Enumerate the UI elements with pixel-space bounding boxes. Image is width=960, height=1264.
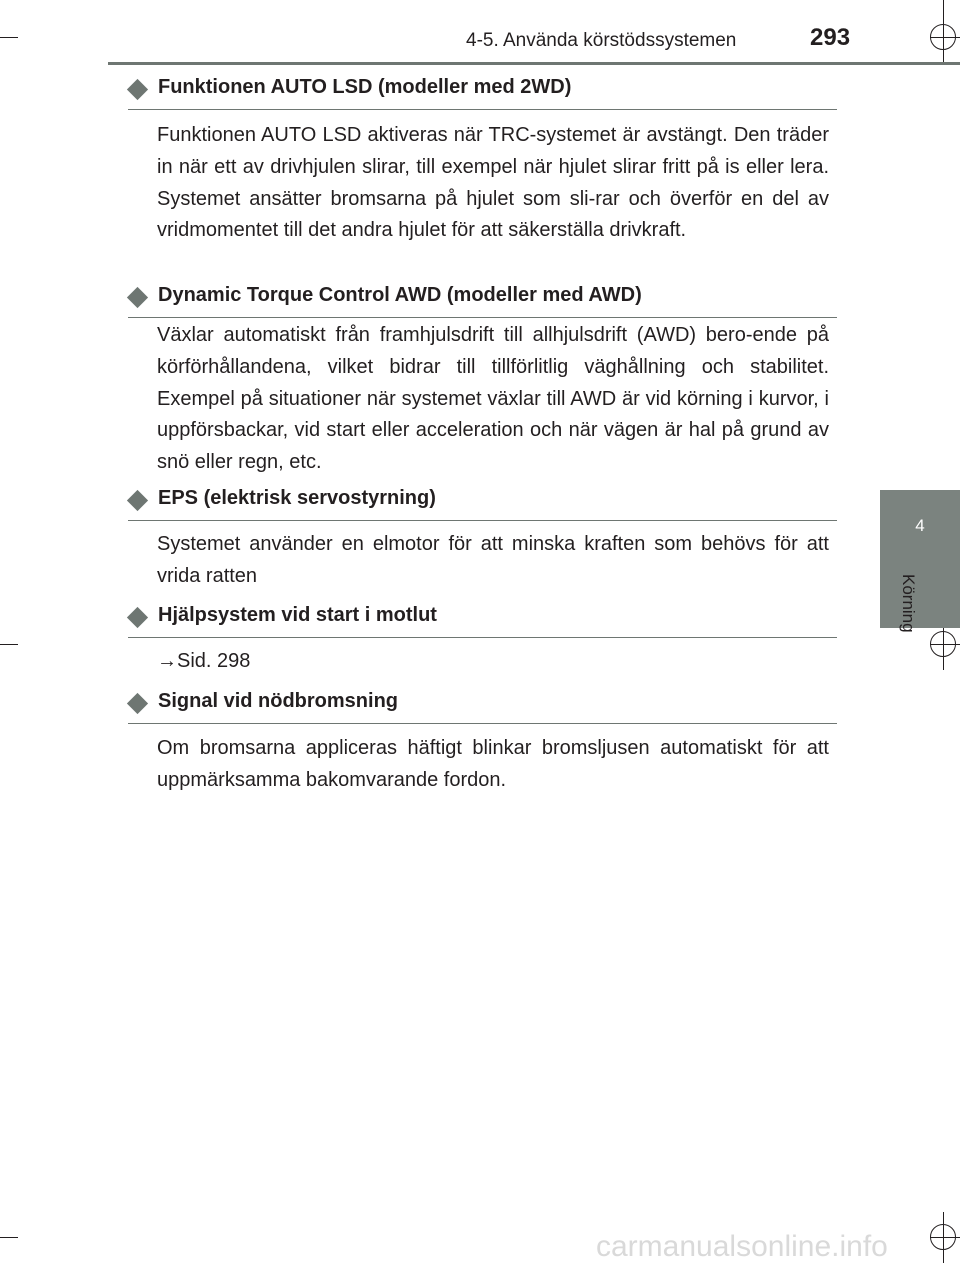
section-body: Systemet använder en elmotor för att minska kraften som behövs för att vrida ratten [157,533,829,587]
crop-mark [0,1237,18,1238]
section-rule [128,520,837,521]
crop-mark [930,631,956,657]
diamond-bullet-icon [127,287,148,308]
section-heading-text: Hjälpsystem vid start i motlut [158,604,437,626]
diamond-bullet-icon [127,607,148,628]
section-rule [128,109,837,110]
section-body: Växlar automatiskt från framhjulsdrift till allhjulsdrift (AWD) bero-ende på körförhållandena, vilket bidrar till tillförlitlig väghållning och stabilitet. Exempel på situationer när systemet växlar till AWD är vid körning i kurvor, i uppförsbackar, vid start eller acceleration och när vägen är hal på grund av snö eller regn, etc. [157,324,829,474]
section-rule [128,723,837,724]
section-body: Funktionen AUTO LSD aktiveras när TRC-systemet är avstängt. Den träder in när ett av drivhjulen slirar, till exempel när hjulet slirar fritt på is eller lera. Systemet ansätter bromsarna på hjulet som sli-rar och överför en del av vridmomentet till det andra hjulet för att säkerställa drivkraft. [157,124,829,242]
chapter-number: 4 [915,516,925,535]
section-rule [128,317,837,318]
diamond-bullet-icon [127,79,148,100]
section-heading-text: Dynamic Torque Control AWD (modeller med AWD) [158,284,642,306]
chapter-label: Körning [899,574,918,633]
chapter-tab [880,490,960,628]
crop-mark [930,1224,956,1250]
cross-reference-link[interactable]: →Sid. 298 [157,650,251,672]
section-heading-text: Funktionen AUTO LSD (modeller med 2WD) [158,76,572,98]
crop-mark [0,37,18,38]
diamond-bullet-icon [127,490,148,511]
section-heading-text: Signal vid nödbromsning [158,690,398,712]
watermark: carmanualsonline.info [596,1230,888,1263]
header-rule [108,62,960,65]
diamond-bullet-icon [127,693,148,714]
section-rule [128,637,837,638]
crop-mark [930,24,956,50]
section-body: Om bromsarna appliceras häftigt blinkar bromsljusen automatiskt för att uppmärksamma bakomvarande fordon. [157,737,829,791]
page-number: 293 [810,24,851,51]
section-heading-text: EPS (elektrisk servostyrning) [158,487,436,509]
running-header: 4-5. Använda körstödssystemen [466,30,737,51]
crop-mark [0,644,18,645]
